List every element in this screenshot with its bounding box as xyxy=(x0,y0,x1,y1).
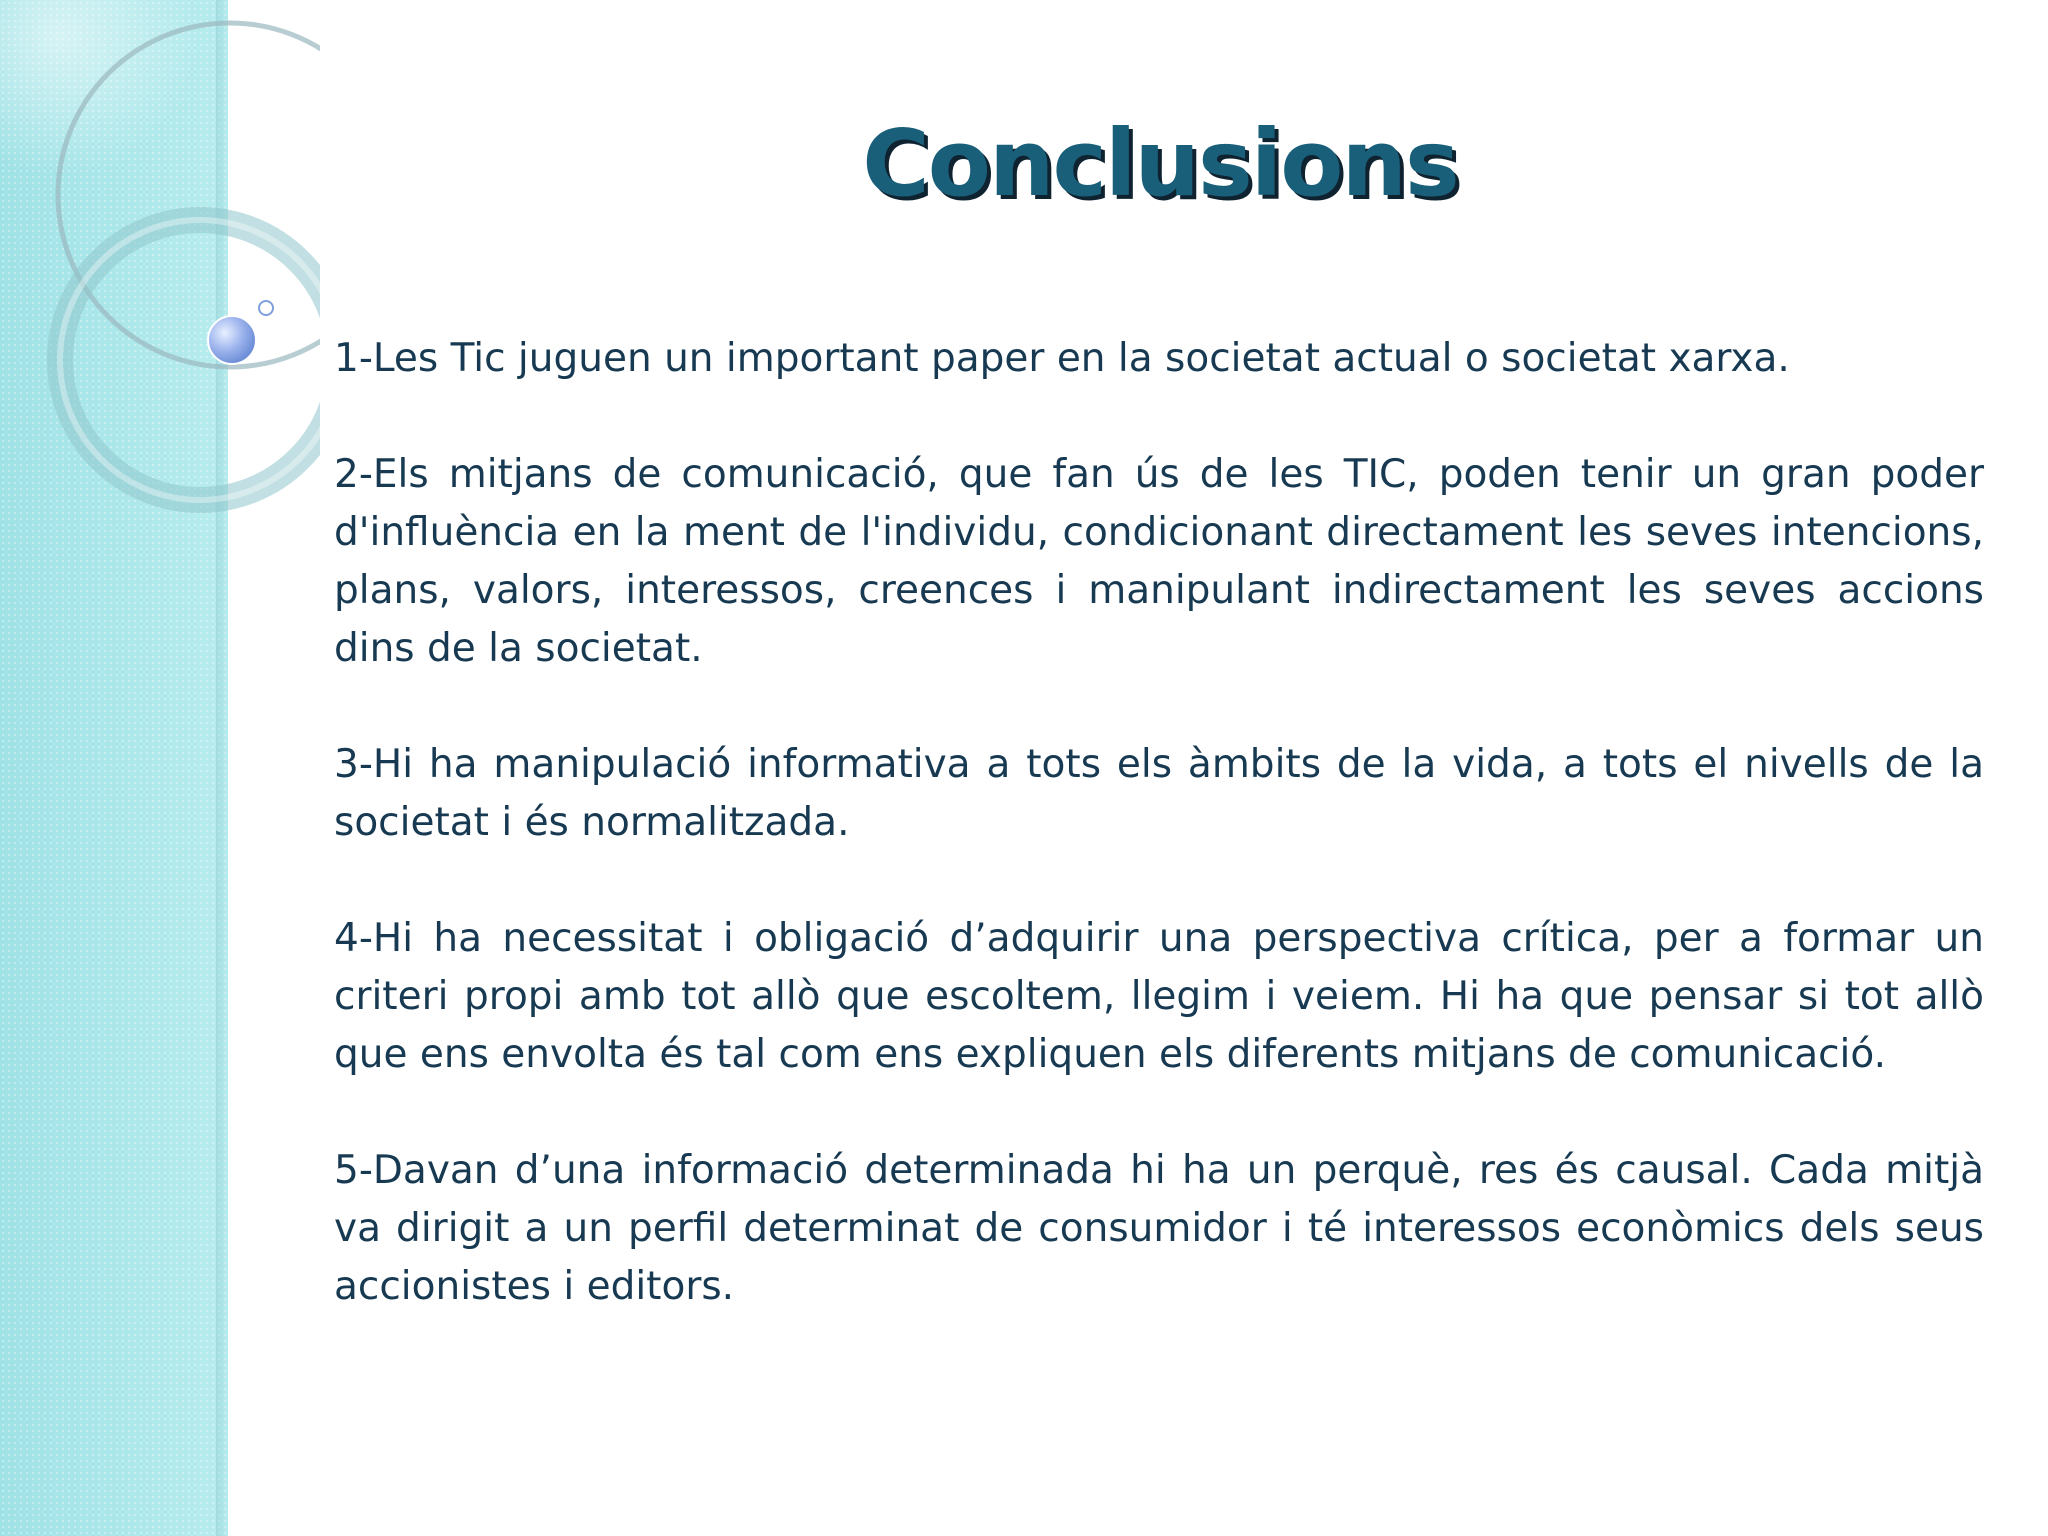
small-ring-decoration xyxy=(259,301,273,315)
blue-ball-decoration xyxy=(208,316,256,364)
conclusion-point-1: 1-Les Tic juguen un important paper en la societat actual o societat xarxa. xyxy=(334,336,1790,381)
conclusion-point-5: 5-Davan d’una informació determinada hi ha un perquè, res és causal. Cada mitjà va dirigit a un perfil determinat de consumidor i té interessos econòmics dels seus accionistes i editors. xyxy=(334,1148,1984,1309)
conclusions-list xyxy=(334,330,1984,1374)
conclusion-point-2: 2-Els mitjans de comunicació, que fan ús de les TIC, poden tenir un gran poder d'influència en la ment de l'individu, condicionant directament les seves intencions, plans, valors, interessos, creences i manipulant indirectament les seves accions dins de la societat. xyxy=(334,452,1984,671)
conclusion-point-3: 3-Hi ha manipulació informativa a tots els àmbits de la vida, a tots el nivells de la societat i és normalitzada. xyxy=(334,742,1984,845)
slide-title: Conclusions xyxy=(862,110,1458,217)
rings-decoration xyxy=(0,0,320,520)
large-ring-decoration xyxy=(58,23,320,367)
conclusion-point-4: 4-Hi ha necessitat i obligació d’adquirir una perspectiva crítica, per a formar un criteri propi amb tot allò que escoltem, llegim i veiem. Hi ha que pensar si tot allò que ens envolta és tal com ens expliquen els diferents mitjans de comunicació. xyxy=(334,916,1984,1077)
